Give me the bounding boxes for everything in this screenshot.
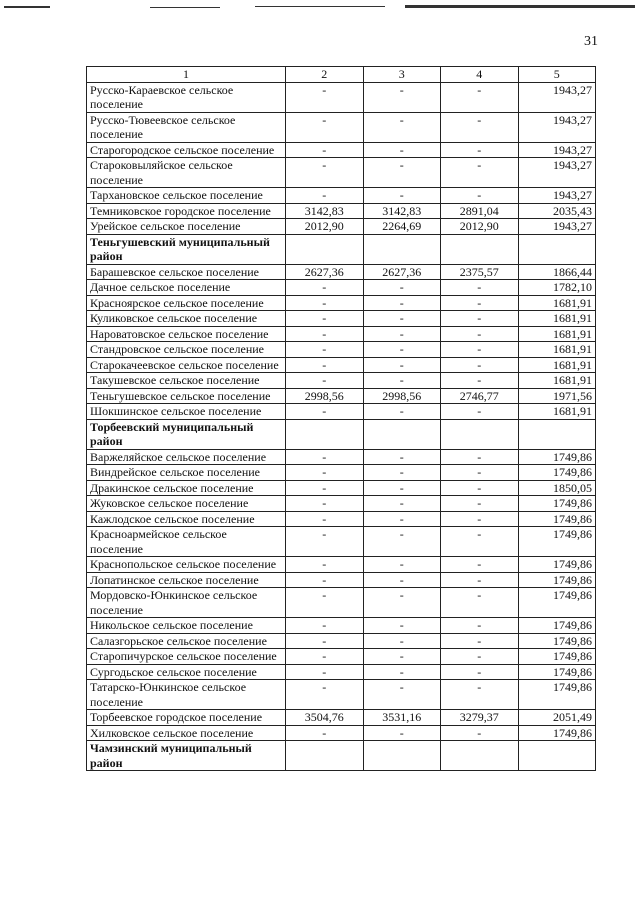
settlement-name-cell: Шокшинское сельское поселение (87, 404, 286, 420)
value-cell: 1943,27 (518, 142, 596, 158)
value-cell: - (286, 649, 364, 665)
table-row (87, 664, 596, 680)
value-cell: - (286, 725, 364, 741)
table-row (87, 219, 596, 235)
settlement-name-cell: Тархановское сельское поселение (87, 188, 286, 204)
value-cell: - (441, 725, 519, 741)
settlement-name-cell: Сургодьское сельское поселение (87, 664, 286, 680)
value-cell: 2375,57 (441, 264, 519, 280)
value-cell: - (286, 449, 364, 465)
section-row (87, 419, 596, 449)
header-cell: 1 (87, 67, 286, 83)
value-cell: 1681,91 (518, 311, 596, 327)
value-cell: 1943,27 (518, 158, 596, 188)
value-cell: - (286, 527, 364, 557)
value-cell: - (286, 342, 364, 358)
value-cell: 1749,86 (518, 633, 596, 649)
table-row (87, 112, 596, 142)
value-cell: 1749,86 (518, 496, 596, 512)
value-cell: 1943,27 (518, 188, 596, 204)
table-row (87, 295, 596, 311)
value-cell: - (363, 664, 441, 680)
table-row (87, 449, 596, 465)
table-row (87, 311, 596, 327)
value-cell: - (441, 664, 519, 680)
settlement-name-cell: Дракинское сельское поселение (87, 480, 286, 496)
table-row (87, 572, 596, 588)
settlement-name-cell: Старопичурское сельское поселение (87, 649, 286, 665)
table-row (87, 557, 596, 573)
value-cell: 1749,86 (518, 465, 596, 481)
value-cell: - (441, 680, 519, 710)
table-row (87, 388, 596, 404)
value-cell (363, 419, 441, 449)
settlement-name-cell: Краснопольское сельское поселение (87, 557, 286, 573)
value-cell: 1749,86 (518, 511, 596, 527)
value-cell: 1749,86 (518, 588, 596, 618)
value-cell: - (286, 511, 364, 527)
section-row (87, 234, 596, 264)
table-row (87, 158, 596, 188)
value-cell: - (286, 357, 364, 373)
value-cell: - (363, 280, 441, 296)
value-cell: 2998,56 (363, 388, 441, 404)
table-header-row (87, 67, 596, 83)
value-cell: - (286, 557, 364, 573)
settlement-name-cell: Старокачеевское сельское поселение (87, 357, 286, 373)
settlement-name-cell: Виндрейское сельское поселение (87, 465, 286, 481)
table-row (87, 633, 596, 649)
table-row (87, 342, 596, 358)
value-cell: - (286, 572, 364, 588)
value-cell: 1749,86 (518, 664, 596, 680)
value-cell: - (286, 326, 364, 342)
settlement-name-cell: Русско-Караевское сельское поселение (87, 82, 286, 112)
table-row (87, 264, 596, 280)
value-cell: - (286, 280, 364, 296)
value-cell: 3142,83 (363, 203, 441, 219)
value-cell: 1749,86 (518, 572, 596, 588)
settlement-name-cell: Красноярское сельское поселение (87, 295, 286, 311)
table-row (87, 373, 596, 389)
settlement-name-cell: Красноармейское сельское поселение (87, 527, 286, 557)
table-row (87, 618, 596, 634)
settlement-name-cell: Стандровское сельское поселение (87, 342, 286, 358)
settlement-name-cell: Хилковское сельское поселение (87, 725, 286, 741)
value-cell: - (286, 188, 364, 204)
value-cell: - (441, 82, 519, 112)
value-cell: 1749,86 (518, 618, 596, 634)
settlement-name-cell: Теньгушевское сельское поселение (87, 388, 286, 404)
value-cell (363, 234, 441, 264)
value-cell: - (441, 404, 519, 420)
value-cell: 1681,91 (518, 404, 596, 420)
value-cell: 1971,56 (518, 388, 596, 404)
value-cell: - (441, 342, 519, 358)
value-cell: 1681,91 (518, 342, 596, 358)
settlement-name-cell: Кажлодское сельское поселение (87, 511, 286, 527)
value-cell: - (363, 725, 441, 741)
value-cell: - (441, 572, 519, 588)
value-cell: - (286, 618, 364, 634)
table-row (87, 203, 596, 219)
value-cell: - (286, 680, 364, 710)
value-cell: - (286, 158, 364, 188)
value-cell (518, 419, 596, 449)
value-cell: 1943,27 (518, 219, 596, 235)
settlement-name-cell: Жуковское сельское поселение (87, 496, 286, 512)
value-cell: - (441, 357, 519, 373)
table-row (87, 357, 596, 373)
value-cell: - (286, 82, 364, 112)
settlement-name-cell: Никольское сельское поселение (87, 618, 286, 634)
settlement-name-cell: Урейское сельское поселение (87, 219, 286, 235)
value-cell: - (363, 496, 441, 512)
value-cell: 2264,69 (363, 219, 441, 235)
value-cell: - (363, 188, 441, 204)
value-cell: - (363, 633, 441, 649)
value-cell: 1749,86 (518, 680, 596, 710)
settlement-name-cell: Мордовско-Юнкинское сельское поселение (87, 588, 286, 618)
settlement-name-cell: Такушевское сельское поселение (87, 373, 286, 389)
table-row (87, 82, 596, 112)
value-cell: 1866,44 (518, 264, 596, 280)
value-cell: 1681,91 (518, 373, 596, 389)
value-cell: - (441, 280, 519, 296)
value-cell: - (286, 664, 364, 680)
value-cell: - (363, 588, 441, 618)
table-row (87, 280, 596, 296)
value-cell: 2627,36 (363, 264, 441, 280)
value-cell: - (363, 465, 441, 481)
table-row (87, 188, 596, 204)
value-cell: - (286, 633, 364, 649)
header-cell: 3 (363, 67, 441, 83)
value-cell: - (363, 373, 441, 389)
value-cell: - (441, 588, 519, 618)
table-row (87, 511, 596, 527)
section-row (87, 741, 596, 771)
value-cell: - (441, 158, 519, 188)
value-cell (286, 741, 364, 771)
value-cell: 2012,90 (441, 219, 519, 235)
settlement-name-cell: Чамзинский муниципальный район (87, 741, 286, 771)
settlement-name-cell: Старогородское сельское поселение (87, 142, 286, 158)
value-cell: 2035,43 (518, 203, 596, 219)
settlement-name-cell: Варжеляйское сельское поселение (87, 449, 286, 465)
value-cell (286, 419, 364, 449)
settlement-name-cell: Нароватовское сельское поселение (87, 326, 286, 342)
value-cell: - (441, 449, 519, 465)
value-cell: - (363, 449, 441, 465)
table-row (87, 649, 596, 665)
value-cell: 3531,16 (363, 710, 441, 726)
value-cell (518, 741, 596, 771)
value-cell: - (441, 557, 519, 573)
value-cell: - (441, 480, 519, 496)
settlement-name-cell: Куликовское сельское поселение (87, 311, 286, 327)
value-cell: - (363, 527, 441, 557)
value-cell (441, 741, 519, 771)
value-cell: - (363, 82, 441, 112)
value-cell: - (363, 618, 441, 634)
table-row (87, 527, 596, 557)
value-cell: 1749,86 (518, 557, 596, 573)
value-cell: - (441, 142, 519, 158)
settlement-name-cell: Торбеевское городское поселение (87, 710, 286, 726)
table-row (87, 404, 596, 420)
value-cell: - (286, 373, 364, 389)
value-cell: - (441, 511, 519, 527)
value-cell: - (441, 649, 519, 665)
table-row (87, 588, 596, 618)
settlement-name-cell: Салазгорьское сельское поселение (87, 633, 286, 649)
value-cell: - (363, 404, 441, 420)
value-cell: - (441, 527, 519, 557)
settlement-name-cell: Староковыляйское сельское поселение (87, 158, 286, 188)
value-cell: - (363, 295, 441, 311)
value-cell: - (363, 311, 441, 327)
value-cell: - (286, 588, 364, 618)
value-cell: - (441, 295, 519, 311)
value-cell: 2051,49 (518, 710, 596, 726)
value-cell: - (363, 572, 441, 588)
value-cell (286, 234, 364, 264)
table-row (87, 465, 596, 481)
scan-artifact (0, 0, 640, 14)
value-cell: 2891,04 (441, 203, 519, 219)
value-cell: - (363, 342, 441, 358)
value-cell: - (363, 112, 441, 142)
value-cell: - (441, 633, 519, 649)
value-cell: - (363, 357, 441, 373)
value-cell: 1749,86 (518, 449, 596, 465)
value-cell: 1943,27 (518, 82, 596, 112)
value-cell: 1749,86 (518, 725, 596, 741)
value-cell: 2998,56 (286, 388, 364, 404)
value-cell: 3504,76 (286, 710, 364, 726)
table-row (87, 496, 596, 512)
settlement-name-cell: Теньгушевский муниципальный район (87, 234, 286, 264)
value-cell: 1749,86 (518, 649, 596, 665)
value-cell (441, 419, 519, 449)
value-cell: 3142,83 (286, 203, 364, 219)
value-cell: 1943,27 (518, 112, 596, 142)
value-cell: - (441, 373, 519, 389)
value-cell: - (286, 480, 364, 496)
value-cell: - (286, 496, 364, 512)
value-cell: - (441, 188, 519, 204)
value-cell: - (441, 496, 519, 512)
value-cell (441, 234, 519, 264)
table-row (87, 480, 596, 496)
page-number: 31 (584, 34, 598, 49)
value-cell: 1782,10 (518, 280, 596, 296)
value-cell: - (441, 326, 519, 342)
settlement-name-cell: Лопатинское сельское поселение (87, 572, 286, 588)
value-cell: 2012,90 (286, 219, 364, 235)
header-cell: 4 (441, 67, 519, 83)
table-row (87, 725, 596, 741)
settlement-name-cell: Темниковское городское поселение (87, 203, 286, 219)
value-cell: - (286, 142, 364, 158)
header-cell: 5 (518, 67, 596, 83)
value-cell: - (441, 112, 519, 142)
value-cell: - (363, 649, 441, 665)
settlement-name-cell: Русско-Тювеевское сельское поселение (87, 112, 286, 142)
value-cell: - (363, 142, 441, 158)
settlement-name-cell: Барашевское сельское поселение (87, 264, 286, 280)
value-cell (518, 234, 596, 264)
table-row (87, 326, 596, 342)
value-cell: 3279,37 (441, 710, 519, 726)
value-cell: - (363, 326, 441, 342)
value-cell (363, 741, 441, 771)
value-cell: 1681,91 (518, 295, 596, 311)
value-cell: - (286, 311, 364, 327)
header-cell: 2 (286, 67, 364, 83)
value-cell: 2627,36 (286, 264, 364, 280)
settlement-name-cell: Татарско-Юнкинское сельское поселение (87, 680, 286, 710)
value-cell: - (441, 618, 519, 634)
value-cell: - (363, 158, 441, 188)
value-cell: - (286, 404, 364, 420)
value-cell: - (363, 680, 441, 710)
value-cell: 1749,86 (518, 527, 596, 557)
value-cell: - (286, 295, 364, 311)
value-cell: - (363, 511, 441, 527)
value-cell: - (363, 480, 441, 496)
value-cell: - (441, 311, 519, 327)
value-cell: 1681,91 (518, 326, 596, 342)
value-cell: 2746,77 (441, 388, 519, 404)
settlement-name-cell: Дачное сельское поселение (87, 280, 286, 296)
value-cell: - (286, 465, 364, 481)
value-cell: - (363, 557, 441, 573)
value-cell: 1681,91 (518, 357, 596, 373)
value-cell: - (441, 465, 519, 481)
table-row (87, 710, 596, 726)
value-cell: 1850,05 (518, 480, 596, 496)
value-cell: - (286, 112, 364, 142)
table-row (87, 142, 596, 158)
data-table (86, 66, 596, 771)
table-row (87, 680, 596, 710)
settlement-name-cell: Торбеевский муниципальный район (87, 419, 286, 449)
